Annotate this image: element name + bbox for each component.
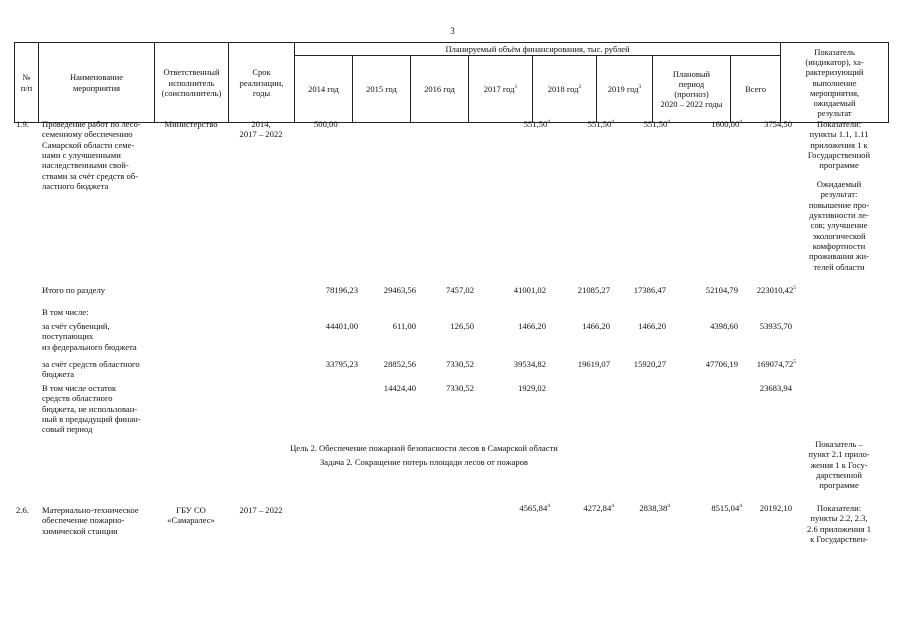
value: 4565,84 [519, 503, 548, 513]
row-1-9-term: 2014, 2017 – 2022 [239, 119, 283, 140]
footnote-mark: 4 [547, 119, 550, 126]
value: 4272,84 [583, 503, 612, 513]
row-1-9-num: 1.9. [16, 119, 29, 129]
ostatok-label: В том числе остаток средств областного бюджета, не использован- ный в предыдущий финан- совый период [42, 383, 141, 435]
row-2-6-2018 [583, 503, 614, 513]
v-tom-chisle-label: В том числе: [42, 307, 89, 317]
footnote-mark: 4 [611, 119, 614, 126]
value: 8515,04 [711, 503, 740, 513]
row-1-9-2019 [644, 119, 670, 129]
itogo-2019: 17386,47 [633, 285, 666, 295]
header-year-label: 2014 год [308, 84, 339, 95]
header-total: Всего [731, 56, 781, 123]
row-1-9-2018 [588, 119, 614, 129]
footnote-mark: 4 [667, 119, 670, 126]
row-1-9-planned [711, 119, 742, 129]
header-year-2015 [353, 56, 411, 123]
header-year-2017 [469, 56, 533, 123]
obl-label: за счёт средств областного бюджета [42, 359, 140, 380]
row-1-9-2014: 500,00 [314, 119, 338, 129]
header-year-label: 2015 год [366, 84, 397, 95]
header-year-label: 2019 год [607, 84, 639, 95]
header-name: Наименование мероприятия [39, 43, 155, 123]
row-2-6-2017 [519, 503, 550, 513]
row-2-6-planned [711, 503, 742, 513]
header-year-2019 [597, 56, 653, 126]
footnote-mark: 3 [638, 84, 642, 91]
footnote-mark: 2 [578, 84, 582, 91]
row-2-6-responsible: ГБУ СО «Самаралес» [167, 505, 215, 526]
row-1-9-indicator: Показатели: пункты 1.1, 1.11 приложения 1 к Государственной программе [807, 119, 871, 171]
itogo-total [757, 285, 796, 295]
header-year-2018 [533, 56, 597, 126]
subv-2016: 126,50 [450, 321, 474, 331]
itogo-2014: 78196,23 [325, 285, 358, 295]
obl-2017: 39534,82 [513, 359, 546, 369]
obl-2019: 15920,27 [633, 359, 666, 369]
footnote-mark: 4 [667, 503, 670, 510]
value: 2838,38 [639, 503, 668, 513]
funding-table-body [14, 117, 888, 637]
value: 223010,42 [756, 285, 794, 295]
goal-2-indicator: Показатель – пункт 2.1 прило- жения 1 к Госу- дарственной программе [808, 439, 870, 491]
obl-2016: 7330,52 [446, 359, 474, 369]
footnote-mark: 4 [739, 503, 742, 510]
header-planned: Плановый период (прогноз) 2020 – 2022 годы [653, 56, 731, 123]
itogo-2018: 21085,27 [577, 285, 610, 295]
header-term: Срок реализации, годы [229, 43, 295, 123]
subv-total: 53935,70 [759, 321, 792, 331]
itogo-2016: 7457,02 [446, 285, 474, 295]
page-number: 3 [450, 26, 455, 36]
footnote-mark: 4 [739, 119, 742, 126]
value: 551,50 [587, 119, 612, 129]
header-year-label: 2018 год [547, 84, 579, 95]
row-1-9-expected-result: Ожидаемый результат: повышение про- дуктивности ле- сов; улучшение экологической комфортности проживания жи- телей области [808, 179, 870, 272]
ostatok-total: 23683,94 [759, 383, 792, 393]
obl-2018: 19619,07 [577, 359, 610, 369]
row-2-6-name: Материально-техническое обеспечение пожарно- химической станции [42, 505, 139, 536]
row-2-6-num: 2.6. [16, 505, 29, 515]
obl-2015: 28852,56 [383, 359, 416, 369]
header-responsible: Ответственный исполнитель (соисполнитель) [155, 43, 229, 123]
header-year-label: 2016 год [424, 84, 455, 95]
itogo-planned: 52104,79 [705, 285, 738, 295]
footnote-mark: 4 [611, 503, 614, 510]
row-2-6-term: 2017 – 2022 [239, 505, 283, 515]
task-2-heading: Задача 2. Сокращение потерь площади лесов от пожаров [319, 457, 528, 467]
footnote-mark: 4 [547, 503, 550, 510]
row-1-9-2017 [524, 119, 550, 129]
value: 1600,00 [711, 119, 740, 129]
itogo-2015: 29463,56 [383, 285, 416, 295]
obl-2014: 33795,23 [325, 359, 358, 369]
subv-2017: 1466,20 [518, 321, 546, 331]
row-1-9-name: Проведение работ по лесо- семенному обеспечению Самарской области семе- нами с улучшенными наследственными свой- ствами за счёт средств об- ластного бюджета [42, 119, 141, 191]
subv-2015: 611,00 [392, 321, 416, 331]
itogo-label: Итого по разделу [42, 285, 106, 295]
obl-total [757, 359, 796, 369]
itogo-2017: 41001,02 [513, 285, 546, 295]
ostatok-2015: 14424,40 [383, 383, 416, 393]
ostatok-2017: 1929,02 [518, 383, 546, 393]
value: 169074,72 [756, 359, 794, 369]
header-funding-title: Планируемый объём финансирования, тыс. рублей [295, 43, 781, 56]
row-1-9-total: 3754,50 [764, 119, 792, 129]
header-year-label: 2017 год [483, 84, 515, 95]
ostatok-2016: 7330,52 [446, 383, 474, 393]
obl-planned: 47706,19 [705, 359, 738, 369]
header-year-2014 [295, 56, 353, 123]
row-2-6-2019 [639, 503, 670, 513]
subv-2019: 1466,20 [638, 321, 666, 331]
footnote-mark: 1 [514, 84, 518, 91]
goal-2-heading: Цель 2. Обеспечение пожарной безопасности лесов в Самарской области [290, 443, 558, 453]
subv-2014: 44401,00 [325, 321, 358, 331]
subv-2018: 1466,20 [582, 321, 610, 331]
value: 551,50 [643, 119, 668, 129]
row-2-6-total: 20192,10 [759, 503, 792, 513]
row-2-6-indicator: Показатели: пункты 2.2, 2.3, 2.6 приложения 1 к Государствен- [807, 503, 871, 544]
header-num: № п/п [15, 43, 39, 123]
subv-planned: 4398,60 [710, 321, 738, 331]
header-indicator: Показатель (индикатор), ха- рактеризующий выполнение мероприятия, ожидаемый результат [781, 43, 889, 123]
footnote-mark: 5 [793, 359, 796, 366]
header-year-2016 [411, 56, 469, 123]
subv-label: за счёт субвенций, поступающих из федерального бюджета [42, 321, 137, 352]
footnote-mark: 5 [793, 285, 796, 292]
row-1-9-responsible: Министерство [164, 119, 218, 129]
value: 551,50 [523, 119, 548, 129]
